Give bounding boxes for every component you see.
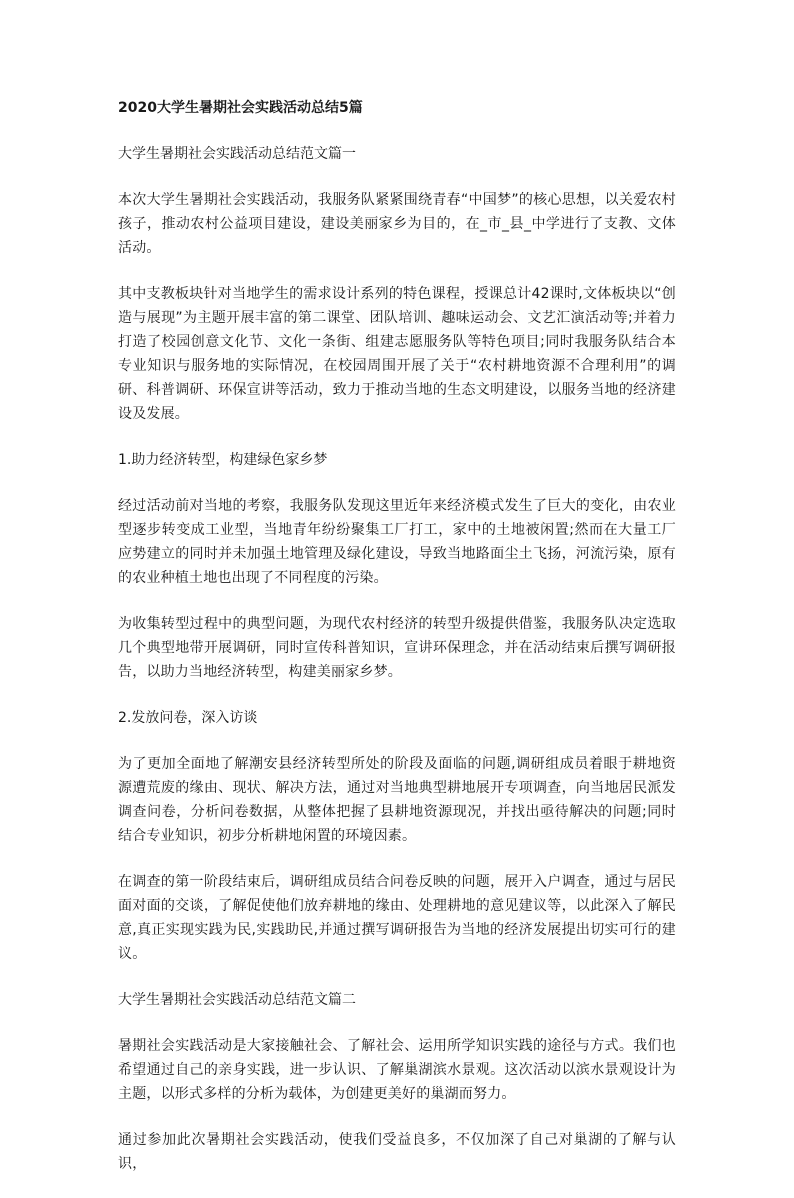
section-heading-1: 大学生暑期社会实践活动总结范文篇一 — [118, 146, 356, 162]
paragraph-4: 为收集转型过程中的典型问题，为现代农村经济的转型升级提供借鉴，我服务队决定选取几个典型地带开展调研，同时宣传科普知识，宣讲环保理念，并在活动结束后撰写调研报告，以助力当地经济转型，构建美丽家乡梦。 — [118, 616, 676, 680]
paragraph-6: 在调查的第一阶段结束后，调研组成员结合问卷反映的问题，展开入户调查，通过与居民面对面的交谈，了解促使他们放弃耕地的缘由、处理耕地的意见建议等，以此深入了解民意,真正实现实践为民,实践助民,并通过撰写调研报告为当地的经济发展提出切实可行的建议。 — [118, 874, 676, 962]
paragraph-1: 本次大学生暑期社会实践活动，我服务队紧紧围绕青春“中国梦”的核心思想，以关爱农村孩子，推动农村公益项目建设，建设美丽家乡为目的，在_市_县_中学进行了支教、文体活动。 — [118, 192, 676, 256]
paragraph-5: 为了更加全面地了解潮安县经济转型所处的阶段及面临的问题,调研组成员着眼于耕地资源遭荒废的缘由、现状、解决方法，通过对当地典型耕地展开专项调查，向当地居民派发调查问卷，分析问卷数据，从整体把握了县耕地资源现况，并找出亟待解决的问题;同时结合专业知识，初步分析耕地闲置的环境因素。 — [118, 756, 676, 844]
paragraph-7: 暑期社会实践活动是大家接触社会、了解社会、运用所学知识实践的途径与方式。我们也希望通过自己的亲身实践，进一步认识、了解巢湖滨水景观。这次活动以滨水景观设计为主题，以形式多样的分析为载体，为创建更美好的巢湖而努力。 — [118, 1038, 676, 1102]
paragraph-2: 其中支教板块针对当地学生的需求设计系列的特色课程，授课总计42课时,文体板块以“创造与展现”为主题开展丰富的第二课堂、团队培训、趣味运动会、文艺汇演活动等;并着力打造了校园创意文化节、文化一条街、组建志愿服务队等特色项目;同时我服务队结合本专业知识与服务地的实际情况，在校园周围开展了关于“农村耕地资源不合理利用”的调研、科普调研、环保宣讲等活动，致力于推动当地的生态文明建设，以服务当地的经济建设及发展。 — [118, 286, 676, 422]
section-heading-2: 大学生暑期社会实践活动总结范文篇二 — [118, 992, 356, 1008]
paragraph-8: 通过参加此次暑期社会实践活动，使我们受益良多，不仅加深了自己对巢湖的了解与认识， — [118, 1132, 676, 1172]
document-title: 2020大学生暑期社会实践活动总结5篇 — [118, 100, 363, 116]
paragraph-3: 经过活动前对当地的考察，我服务队发现这里近年来经济模式发生了巨大的变化，由农业型逐步转变成工业型，当地青年纷纷聚集工厂打工，家中的土地被闲置;然而在大量工厂应势建立的同时并未加强土地管理及绿化建设，导致当地路面尘土飞扬，河流污染，原有的农业种植土地也出现了不同程度的污染。 — [118, 498, 676, 586]
subheading-2: 2.发放问卷，深入访谈 — [118, 710, 258, 726]
document-page — [118, 96, 676, 1198]
subheading-1: 1.助力经济转型，构建绿色家乡梦 — [118, 452, 328, 468]
